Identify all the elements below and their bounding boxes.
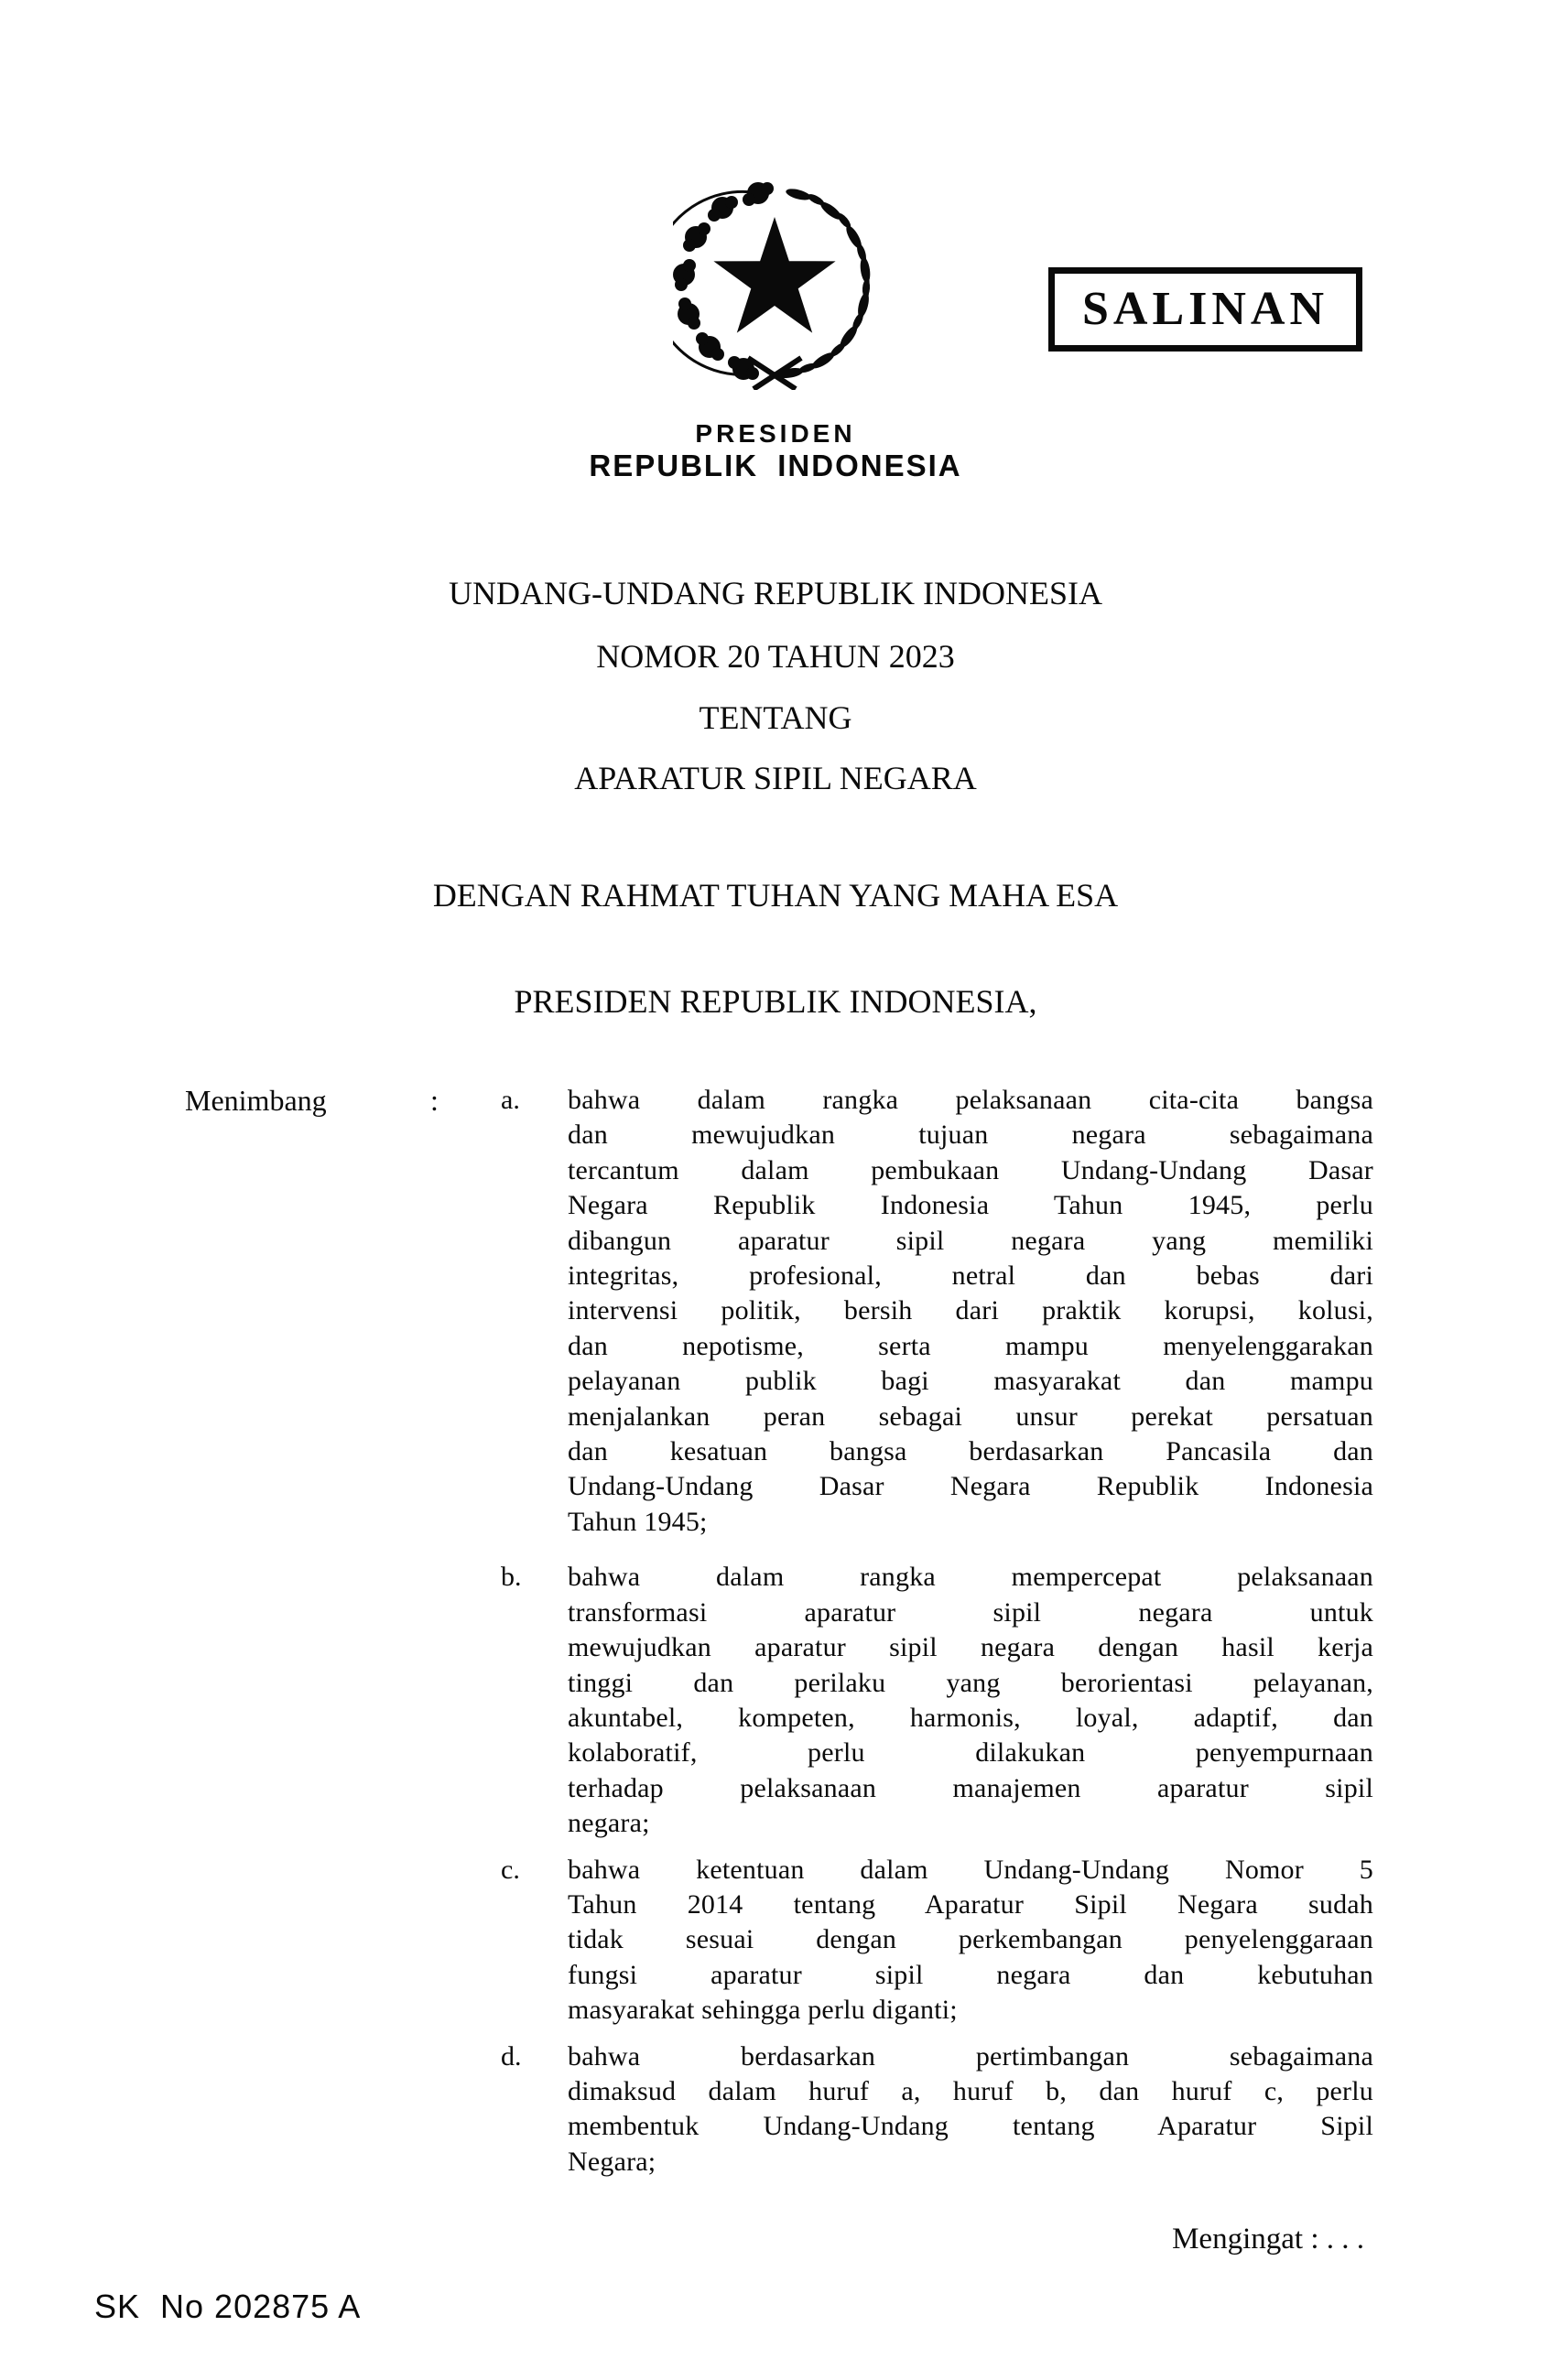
text-line: dan nepotisme, serta mampu menyelenggarakan	[568, 1330, 1373, 1361]
text-line: tinggi dan perilaku yang berorientasi pelayanan,	[568, 1667, 1373, 1698]
item-text	[568, 1853, 1373, 2028]
item-marker: a.	[501, 1085, 520, 1115]
text-line: pelayanan publik bagi masyarakat dan mampu	[568, 1366, 1373, 1397]
text-line: mewujudkan aparatur sipil negara dengan hasil kerja	[568, 1632, 1373, 1663]
text-line: kolaboratif, perlu dilakukan penyempurnaan	[568, 1737, 1373, 1769]
text-line: dibangun aparatur sipil negara yang memiliki	[568, 1225, 1373, 1256]
item-marker: c.	[501, 1854, 520, 1885]
item-text	[568, 2039, 1373, 2180]
text-line: bahwa dalam rangka mempercepat pelaksanaan	[568, 1562, 1373, 1593]
text-line: membentuk Undang-Undang tentang Aparatur Sipil	[568, 2111, 1373, 2142]
text-line: fungsi aparatur sipil negara dan kebutuhan	[568, 1959, 1373, 1990]
text-line: Tahun 1945;	[568, 1506, 708, 1537]
text-line: bahwa dalam rangka pelaksanaan cita-cita bangsa	[568, 1085, 1373, 1115]
text-line: tercantum dalam pembukaan Undang-Undang Dasar	[568, 1154, 1373, 1185]
text-line: masyarakat sehingga perlu diganti;	[568, 1995, 958, 2026]
consideration-items	[501, 1083, 1373, 2191]
text-line: tidak sesuai dengan perkembangan penyelenggaraan	[568, 1924, 1373, 1955]
text-line: negara;	[568, 1808, 650, 1839]
consideration-item-d	[501, 2039, 1373, 2180]
letterhead-presiden: PRESIDEN	[695, 419, 856, 448]
presidential-star-wreath-emblem-icon	[673, 179, 875, 390]
item-marker: b.	[501, 1562, 522, 1593]
text-line: dimaksud dalam huruf a, huruf b, dan huruf c, perlu	[568, 2075, 1373, 2106]
text-line: intervensi politik, bersih dari praktik korupsi, kolusi,	[568, 1295, 1373, 1326]
text-line: bahwa berdasarkan pertimbangan sebagaimana	[568, 2040, 1373, 2072]
text-line: integritas, profesional, netral dan bebas dari	[568, 1260, 1373, 1292]
salinan-stamp-label: SALINAN	[1081, 283, 1329, 335]
text-line: Negara;	[568, 2146, 656, 2177]
invocation-line: DENGAN RAHMAT TUHAN YANG MAHA ESA	[432, 877, 1119, 914]
text-line: Undang-Undang Dasar Negara Republik Indonesia	[568, 1471, 1373, 1502]
text-line: akuntabel, kompeten, harmonis, loyal, adaptif, dan	[568, 1702, 1373, 1733]
law-title-line: UNDANG-UNDANG REPUBLIK INDONESIA	[449, 575, 1102, 611]
text-line: bahwa ketentuan dalam Undang-Undang Nomor 5	[568, 1854, 1373, 1885]
consideration-item-c	[501, 1853, 1373, 2028]
tentang-line: TENTANG	[699, 699, 852, 736]
consideration-item-b	[501, 1560, 1373, 1841]
consideration-item-a	[501, 1083, 1373, 1540]
law-number-line: NOMOR 20 TAHUN 2023	[596, 638, 955, 675]
text-line: dan kesatuan bangsa berdasarkan Pancasila dan	[568, 1436, 1373, 1467]
text-line: terhadap pelaksanaan manajemen aparatur sipil	[568, 1772, 1373, 1803]
menimbang-label: Menimbang	[185, 1084, 327, 1117]
text-line: menjalankan peran sebagai unsur perekat persatuan	[568, 1401, 1373, 1432]
salinan-stamp-box	[1048, 267, 1362, 352]
item-text	[568, 1083, 1373, 1540]
control-number: SK No 202875 A	[94, 2288, 362, 2325]
salutation-line: PRESIDEN REPUBLIK INDONESIA,	[514, 983, 1037, 1020]
menimbang-colon: :	[430, 1084, 439, 1117]
text-line: transformasi aparatur sipil negara untuk	[568, 1596, 1373, 1628]
item-marker: d.	[501, 2040, 522, 2072]
text-line: Negara Republik Indonesia Tahun 1945, perlu	[568, 1190, 1373, 1221]
letterhead-republik-indonesia: REPUBLIK INDONESIA	[589, 449, 962, 482]
law-subject-line: APARATUR SIPIL NEGARA	[574, 760, 977, 796]
catchword-mengingat: Mengingat : . . .	[1172, 2223, 1364, 2256]
text-line: dan mewujudkan tujuan negara sebagaimana	[568, 1120, 1373, 1151]
text-line: Tahun 2014 tentang Aparatur Sipil Negara sudah	[568, 1888, 1373, 1920]
item-text	[568, 1560, 1373, 1841]
